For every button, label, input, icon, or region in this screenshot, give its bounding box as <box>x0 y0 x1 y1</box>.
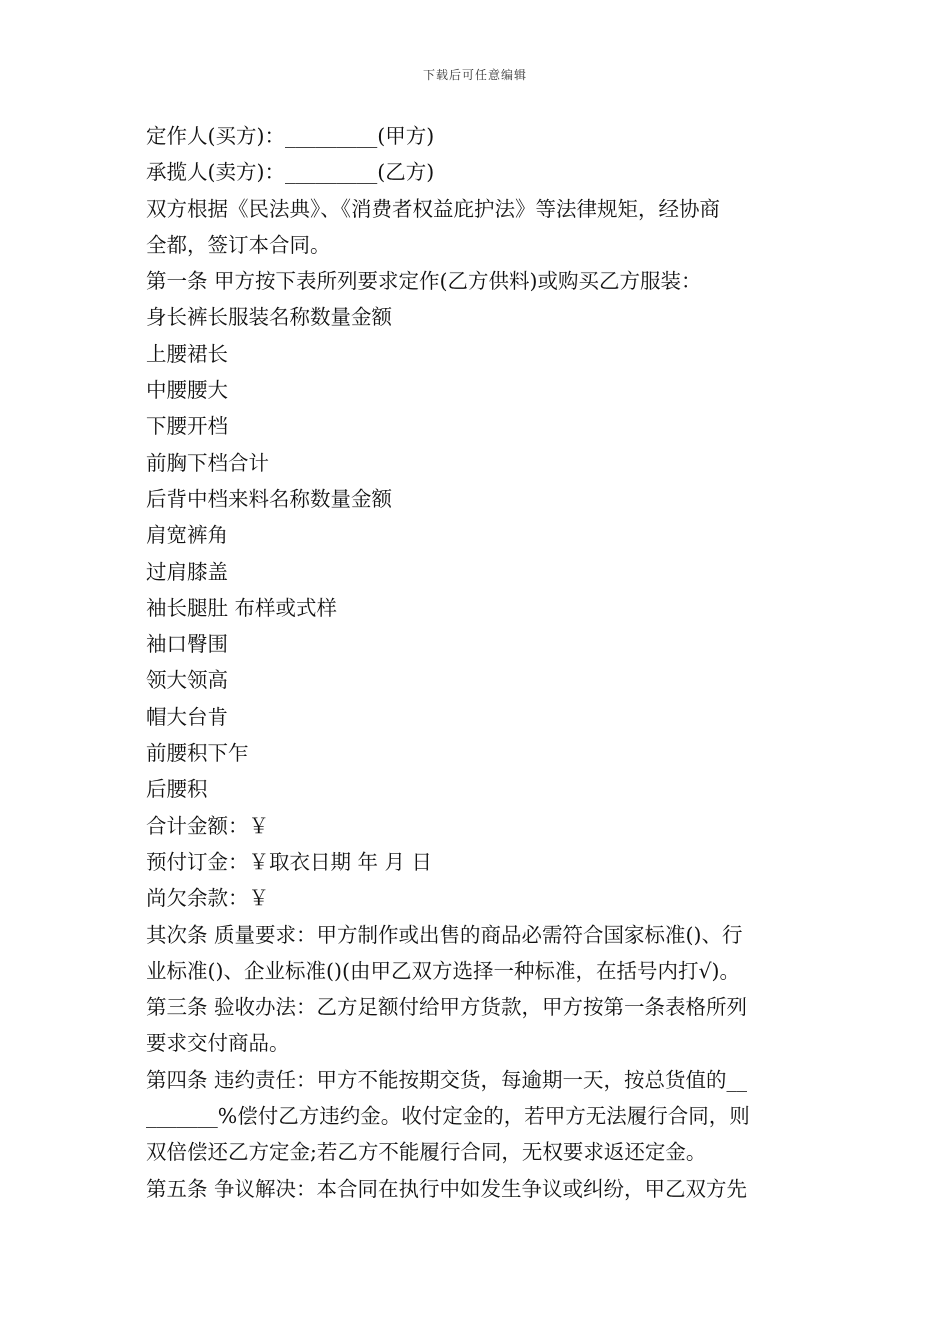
article-4-line-3: 双倍偿还乙方定金;若乙方不能履行合同，无权要求返还定金。 <box>146 1140 707 1165</box>
article-5-line-1: 第五条 争议解决：本合同在执行中如发生争议或纠纷，甲乙双方先 <box>146 1176 748 1201</box>
table-row: 下腰开档 <box>146 414 228 439</box>
page-header: 下载后可任意编辑 <box>422 68 527 82</box>
preamble-line-2: 全都，签订本合同。 <box>146 232 331 257</box>
table-row: 袖长腿肚 布样或式样 <box>146 595 338 620</box>
total-amount-line: 合计金额：￥ <box>146 813 269 838</box>
article-3-line-2: 要求交付商品。 <box>146 1031 290 1056</box>
table-row: 袖口臀围 <box>146 632 228 657</box>
document-body <box>146 118 810 1207</box>
seller-line: 承揽人(卖方)：_________(乙方) <box>146 160 435 185</box>
table-row: 后背中档来料名称数量金额 <box>146 486 392 511</box>
article-4-line-2: _______%偿付乙方违约金。收付定金的，若甲方无法履行合同，则 <box>146 1104 750 1129</box>
table-row: 后腰积 <box>146 777 208 802</box>
table-row: 前胸下档合计 <box>146 450 269 475</box>
buyer-line: 定作人(买方)：_________(甲方) <box>146 124 435 148</box>
deposit-line: 预付订金：￥取衣日期 年 月 日 <box>146 849 433 874</box>
preamble-line-1: 双方根据《民法典》、《消费者权益庇护法》等法律规矩，经协商 <box>146 196 720 221</box>
balance-line: 尚欠余款：￥ <box>146 886 269 911</box>
table-row: 身长裤长服装名称数量金额 <box>146 305 392 330</box>
table-row: 前腰积下乍 <box>146 741 249 766</box>
article-2-line-2: 业标准()、企业标准()(由甲乙双方选择一种标准，在括号内打√)。 <box>146 958 741 983</box>
table-row: 帽大台肯 <box>146 704 228 729</box>
table-row: 上腰裙长 <box>146 341 228 366</box>
table-row: 肩宽裤角 <box>146 523 228 548</box>
table-row: 过肩膝盖 <box>146 559 228 584</box>
article-1-heading: 第一条 甲方按下表所列要求定作(乙方供料)或购买乙方服装： <box>146 269 702 294</box>
table-row: 中腰腰大 <box>146 378 228 403</box>
article-2-line-1: 其次条 质量要求：甲方制作或出售的商品必需符合国家标准()、行 <box>146 922 743 947</box>
article-3-line-1: 第三条 验收办法：乙方足额付给甲方货款，甲方按第一条表格所列 <box>146 995 748 1020</box>
table-row: 领大领高 <box>146 668 228 693</box>
article-4-line-1: 第四条 违约责任：甲方不能按期交货，每逾期一天，按总货值的__ <box>146 1067 748 1092</box>
